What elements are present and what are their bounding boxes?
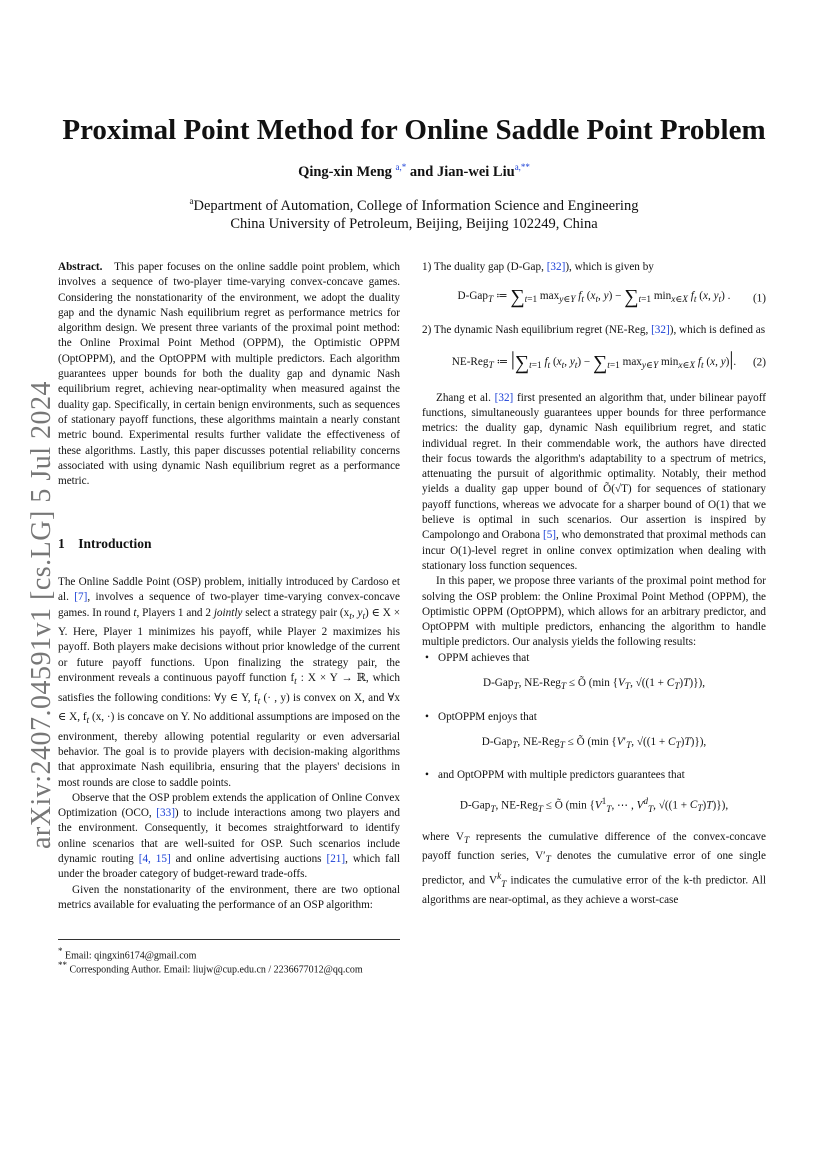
arxiv-id: arXiv:2407.04591v1 [cs.LG] 5 Jul 2024 bbox=[26, 380, 57, 850]
citation[interactable]: [21] bbox=[326, 852, 346, 865]
footnote-1: * Email: qingxin6174@gmail.com bbox=[58, 946, 197, 962]
citation[interactable]: [7] bbox=[74, 591, 88, 604]
section-number: 1 bbox=[58, 536, 65, 551]
citation[interactable]: [32] bbox=[651, 323, 670, 336]
equation-number: (2) bbox=[752, 356, 766, 369]
citation[interactable]: [4, 15] bbox=[138, 852, 171, 865]
footnote-2: ** Corresponding Author. Email: liujw@cup.edu.cn / 2236677012@qq.com bbox=[58, 960, 363, 976]
author-2-mark[interactable]: a,** bbox=[514, 162, 530, 172]
abstract bbox=[58, 260, 400, 489]
citation[interactable]: [32] bbox=[546, 261, 566, 273]
citation[interactable]: [5] bbox=[542, 529, 557, 542]
intro-paragraph-3: Given the nonstationarity of the environment, there are two optional metrics available for evaluating the performance of an OSP algorithm: bbox=[58, 883, 400, 911]
introduction-body bbox=[58, 575, 400, 913]
right-paragraph-2: In this paper, we propose three variants of the proximal point method for solving the OSP problem: the Online Proximal Point Method (OPPM), the Optimistic OPPM (OptOPPM), which allows for an arbitrary predictor, and OptOPPM with multiple predictors, enhancing the algorithm to handle multiple predictors. Our analysis yields the following results: bbox=[422, 575, 766, 649]
right-paragraph-1: Zhang et al. [32] first presented an algorithm that, under bilinear payoff functions, simultaneously guarantees upper bounds for three performance metrics: the duality gap, dynamic Nash equilibrium regret, and static individual regret. In their commendable work, the authors have directed their focus towards the algorithm's adaptability to a spectrum of metrics, attenuating the pursuit of algorithmic optimality. Notably, their method yields a duality gap upper bound of Õ(√T) for sequences of stationary payoff functions, whereas we advocate for a sharper bound of O(1) that we believe is optimal in such scenarios. Our assertion is inspired by Campolongo and Orabona [5], who demonstrated that proximal methods can incur O(1)-level regret in online convex optimization when dealing with stationary loss function sequences. bbox=[422, 391, 766, 572]
paper-title: Proximal Point Method for Online Saddle Point Problem bbox=[62, 114, 766, 146]
footnote-rule bbox=[58, 939, 400, 940]
author-1-mark[interactable]: a,* bbox=[395, 162, 407, 172]
abstract-label: Abstract. bbox=[58, 261, 103, 273]
affiliation bbox=[0, 192, 828, 233]
authors bbox=[0, 162, 828, 181]
citation[interactable]: [33] bbox=[156, 807, 175, 820]
metric-item-1: 1) The duality gap (D-Gap, [32]), which is given by bbox=[422, 261, 654, 273]
equation-2: NE-Reg$_T$ ≔ $|\sum_{t=1}$ $f_t$ ($x_t$, $y_t) - \sum_{t=1}$ $\max_{y\in Y} \min_{x\in X} f_t$ (x, y)|. (2) bbox=[451, 348, 766, 375]
section-title: Introduction bbox=[78, 536, 152, 551]
right-column bbox=[422, 260, 766, 909]
arxiv-sidebar bbox=[22, 380, 62, 850]
affil-line-1: Department of Automation, College of Information Science and Engineering bbox=[193, 197, 639, 214]
author-1: Qing-xin Meng bbox=[298, 163, 392, 180]
author-2: Jian-wei Liu bbox=[436, 163, 515, 180]
citation[interactable]: [32] bbox=[494, 391, 514, 404]
equation-1: D-Gap$_T$ ≔ $\sum_{t=1}$ $\max_{y\in Y} f_t$ ($x_t$, $y) - \sum_{t=1}$ $\min_{x\in X} f_t$ (x, $y_t$) . (1) bbox=[457, 286, 766, 309]
affil-line-2: China University of Petroleum, Beijing, Beijing 102249, China bbox=[230, 215, 598, 232]
author-and: and bbox=[409, 163, 434, 180]
bound-optoppm: D-Gap$_T$, NE-Reg$_T$ ≤ Õ (min {$V'_T$, $√((1 + C_T)T)$}), bbox=[481, 735, 707, 752]
bound-multi-predictor: D-Gap$_T$, NE-Reg$_T$ ≤ Õ (min {$V^1_T$, ⋯ , $V^d_T$, $√((1 + C_T)T)$}), bbox=[459, 795, 729, 815]
abstract-text: This paper focuses on the online saddle point problem, which involves a sequence of two-player time-varying convex-concave games. Considering the nonstationarity of the environment, we adopt the duality gap and the dynamic Nash equilibrium regret as performance metrics for algorithm design. We present three variants of the proximal point method: the Online Proximal Point Method (OPPM), the Optimistic OPPM (OptOPPM), and the OptOPPM with multiple predictors. Each algorithm guarantees upper bounds for both the duality gap and dynamic Nash equilibrium regret, achieving near-optimality when measured against the duality gap. Specifically, in certain benign environments, such as sequences of stationary payoff functions, these algorithms maintain a nearly constant metric bound. Experimental results further validate the effectiveness of these algorithms. Lastly, this paper discusses potential reliability concerns associated with using dynamic Nash equilibrium regret as a performance metric. bbox=[58, 261, 400, 488]
metric-item-2: 2) The dynamic Nash equilibrium regret (NE-Reg, [32]), which is defined as bbox=[422, 323, 766, 336]
bound-oppm: D-Gap$_T$, NE-Reg$_T$ ≤ Õ (min {$V_T$, $√((1 + C_T)T)$}), bbox=[482, 677, 706, 693]
right-paragraph-3: where $V_T$ represents the cumulative difference of the convex-concave payoff function series, $V'_T$ denotes the cumulative error of one single predictor, and $V^k_T$ indicates the cumulative error of the k-th predictor. All algorithms are near-optimal, as they achieve a worst-case bbox=[422, 830, 766, 907]
equation-number: (1) bbox=[752, 292, 766, 305]
section-heading bbox=[58, 536, 400, 551]
affil-mark: a bbox=[189, 196, 194, 206]
intro-paragraph-2: Observe that the OSP problem extends the application of Online Convex Optimization (OCO, [33]) to include interactions among two players and the environment. Consequently, it becomes straightforward to identify online scenarios that are well-suited for OSP. Such scenarios include dynamic routing [4, 15] and online advertising auctions [21], which fall under the broader category of budget-reward trade-offs. bbox=[58, 791, 401, 881]
result-bullet-1: • OPPM achieves that bbox=[422, 651, 766, 666]
result-bullet-2: • OptOPPM enjoys that bbox=[422, 710, 766, 725]
result-bullet-3: • and OptOPPM with multiple predictors guarantees that bbox=[422, 768, 766, 783]
intro-paragraph-1: The Online Saddle Point (OSP) problem, initially introduced by Cardoso et al. [7], involves a sequence of two-player time-varying convex-concave games. In round t, Players 1 and 2 jointly select a strategy pair ($x_t$, $y_t$) ∈ X × Y. Here, Player 1 minimizes his payoff, while Player 2 maximizes his payoff. Both players make decisions without prior knowledge of the current or future payoff functions. Upon finalizing the strategy pair, the environment reveals a continuous payoff function $f_t$ : X × Y → ℝ, which satisfies the following conditions: ∀y ∈ Y, $f_t$ (· , y) is convex on X, and ∀x ∈ X, $f_t$ (x, ·) is concave on Y. No additional assumptions are imposed on the environment, thereby allowing potential regularity or even adversarial behavior. The goal is to provide players with decision-making algorithms that approximate Nash equilibria, ensuring that the players' decisions in most rounds are close to saddle points. bbox=[58, 576, 400, 789]
